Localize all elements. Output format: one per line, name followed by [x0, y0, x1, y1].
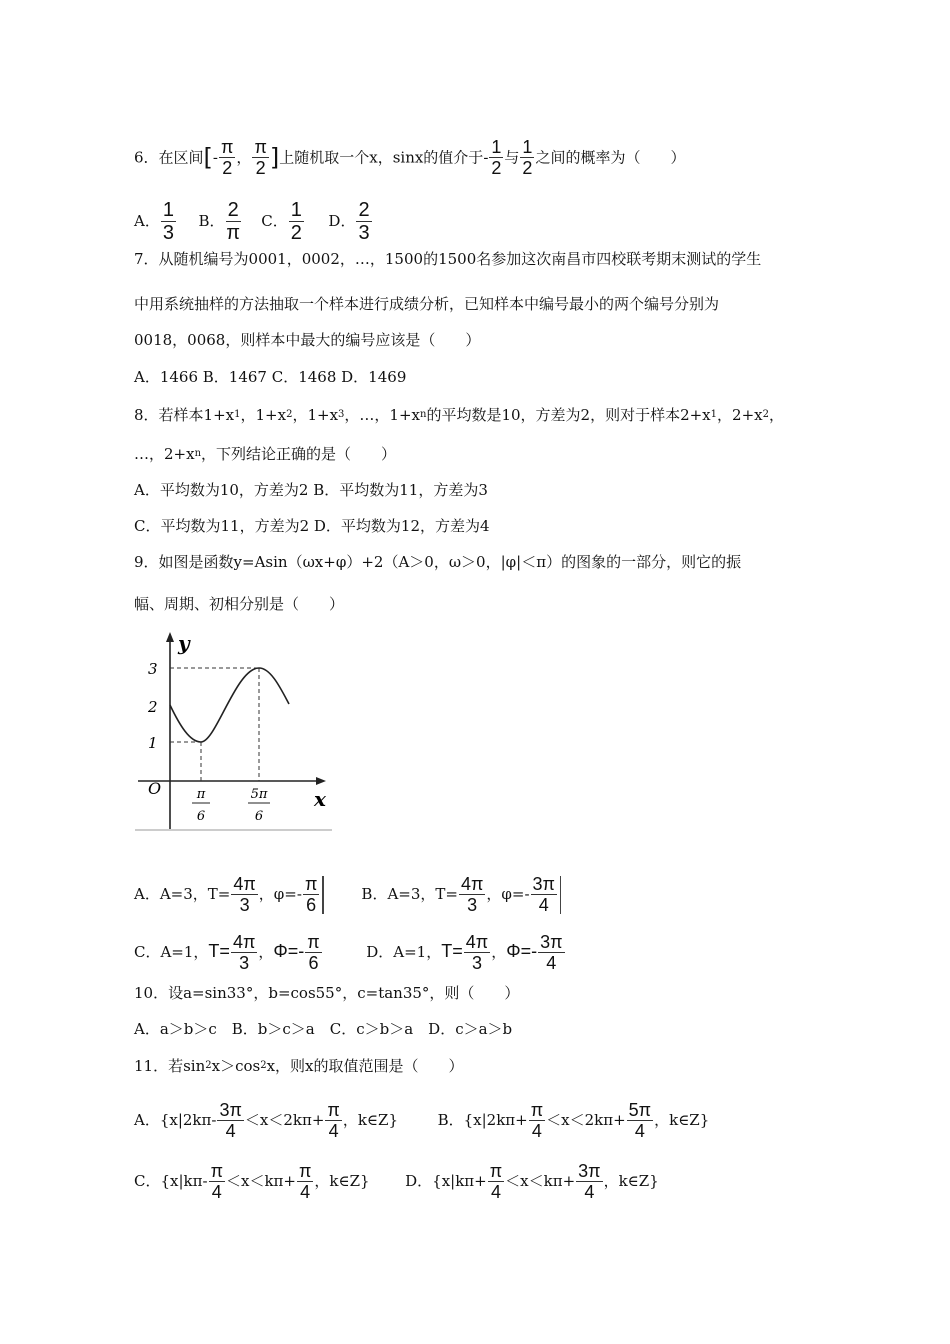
q6-text-pre: 6．在区间 — [134, 148, 204, 167]
q10-stem: 10．设a=sin33°，b=cos55°，c=tan35°，则（ ） — [134, 984, 520, 1002]
q6-text-post: 之间的概率为（ ） — [535, 148, 686, 167]
y-axis-arrow — [166, 632, 174, 642]
q9-options-ab — [134, 875, 561, 914]
q6-stem: 6．在区间[- $\frac{\pi}{2}$ ， $\frac{\pi}{2}$ ]上随机取一个x，sinx的值介于- $\frac{1}{2}$ 与 $\frac{1}{2}$ 之间的概率为（ ） — [134, 137, 686, 178]
x-tick-pi6-num: π — [196, 787, 206, 802]
y-tick-1: 1 — [148, 734, 158, 752]
x-tick-5pi6-den: 6 — [254, 809, 264, 824]
q9-line1: 9．如图是函数y=Asin（ωx+φ）+2（A＞0，ω＞0，|φ|＜π）的图象的一部分，则它的振 — [134, 553, 742, 571]
q11-stem: 11．若sin2x＞cos2x，则x的取值范围是（ ） — [134, 1057, 464, 1075]
q9-graph-svg — [134, 624, 334, 834]
y-axis-label: y — [178, 631, 190, 655]
q11-option-d[interactable]: D．{x|kπ+ $\frac{\pi}{4}$ ＜x＜kπ+ $\frac{3\pi}{4}$ ，k∈Z} — [405, 1161, 659, 1202]
q11-option-c[interactable]: C．{x|kπ- $\frac{\pi}{4}$ ＜x＜kπ+ $\frac{\pi}{4}$ ，k∈Z} — [134, 1161, 370, 1202]
q11-option-b[interactable]: B．{x|2kπ+ $\frac{\pi}{4}$ ＜x＜2kπ+ $\frac{5\pi}{4}$ ，k∈Z} — [437, 1100, 710, 1141]
q11-option-a[interactable]: A．{x|2kπ- $\frac{3\pi}{4}$ ＜x＜2kπ+ $\frac{\pi}{4}$ ，k∈Z} — [134, 1100, 399, 1141]
q9-line2: 幅、周期、初相分别是（ ） — [134, 595, 345, 613]
q7-line2: 中用系统抽样的方法抽取一个样本进行成绩分析，已知样本中编号最小的两个编号分别为 — [134, 295, 720, 313]
q9-function-graph — [134, 624, 334, 838]
x-axis-label: x — [314, 787, 326, 811]
y-tick-2: 2 — [148, 698, 158, 716]
q9-option-b[interactable]: B．A=3，T= $\frac{4\pi}{3}$ ，φ=- $\frac{3\pi}{4}$ — [361, 885, 561, 903]
q10-options[interactable]: A．a＞b＞c B．b＞c＞a C．c＞b＞a D．c＞a＞b — [134, 1020, 513, 1038]
q9-option-c[interactable]: C．A=1，T= $\frac{4\pi}{3}$ ，Φ=- $\frac{\pi}{6}$ — [134, 932, 320, 973]
x-axis-arrow — [316, 777, 326, 785]
q11-options-cd — [134, 1162, 659, 1201]
q6-option-d[interactable]: D． $\frac{2}{3}$ — [328, 199, 370, 244]
q9-options-cd — [134, 933, 566, 972]
q6-options — [134, 200, 373, 243]
y-tick-3: 3 — [148, 660, 158, 678]
q6-minus: - — [212, 148, 218, 167]
origin-label: O — [148, 779, 162, 798]
q7-options[interactable]: A．1466 B．1467 C．1468 D．1469 — [134, 368, 407, 386]
q6-fraction-neg-half: $\frac{1}{2}$ — [491, 137, 502, 178]
q9-option-a[interactable]: A．A=3，T= $\frac{4\pi}{3}$ ，φ=- $\frac{\pi}{6}$ — [134, 885, 324, 903]
q7-line3: 0018，0068，则样本中最大的编号应该是（ ） — [134, 331, 481, 349]
q6-fraction-half: $\frac{1}{2}$ — [522, 137, 533, 178]
q7-line1: 7．从随机编号为0001，0002，…，1500的1500名参加这次南昌市四校联考期末测试的学生 — [134, 250, 762, 268]
q6-bracket-right: ] — [269, 143, 280, 172]
q8-line1: 8．若样本1+x1，1+x2，1+x3，…，1+xn的平均数是10，方差为2，则对于样本2+x1，2+x2， — [134, 406, 784, 424]
q6-bracket-left: [ — [203, 143, 213, 172]
q6-text-mid: 上随机取一个x，sinx的值介于 — [279, 148, 484, 167]
sine-curve — [170, 668, 289, 742]
q6-option-a[interactable]: A． $\frac{1}{3}$ — [134, 199, 174, 244]
q9-option-d[interactable]: D．A=1，T= $\frac{4\pi}{3}$ ，Φ=- $\frac{3\pi}{4}$ — [366, 932, 563, 973]
q6-option-b[interactable]: B． $\frac{2}{\pi}$ — [198, 199, 241, 244]
q6-fraction-pi-over-2: $\frac{\pi}{2}$ — [254, 137, 267, 178]
q8-options-ab[interactable]: A．平均数为10，方差为2 B．平均数为11，方差为3 — [134, 481, 488, 499]
x-tick-pi6-den: 6 — [196, 809, 206, 824]
q8-options-cd[interactable]: C．平均数为11，方差为2 D．平均数为12，方差为4 — [134, 517, 490, 535]
q8-line2: …，2+xn，下列结论正确的是（ ） — [134, 445, 397, 463]
q6-fraction-neg-pi-over-2: $\frac{\pi}{2}$ — [221, 137, 234, 178]
q6-option-c[interactable]: C． $\frac{1}{2}$ — [261, 199, 302, 244]
q11-options-ab — [134, 1101, 709, 1140]
x-tick-5pi6-num: 5π — [250, 787, 268, 802]
